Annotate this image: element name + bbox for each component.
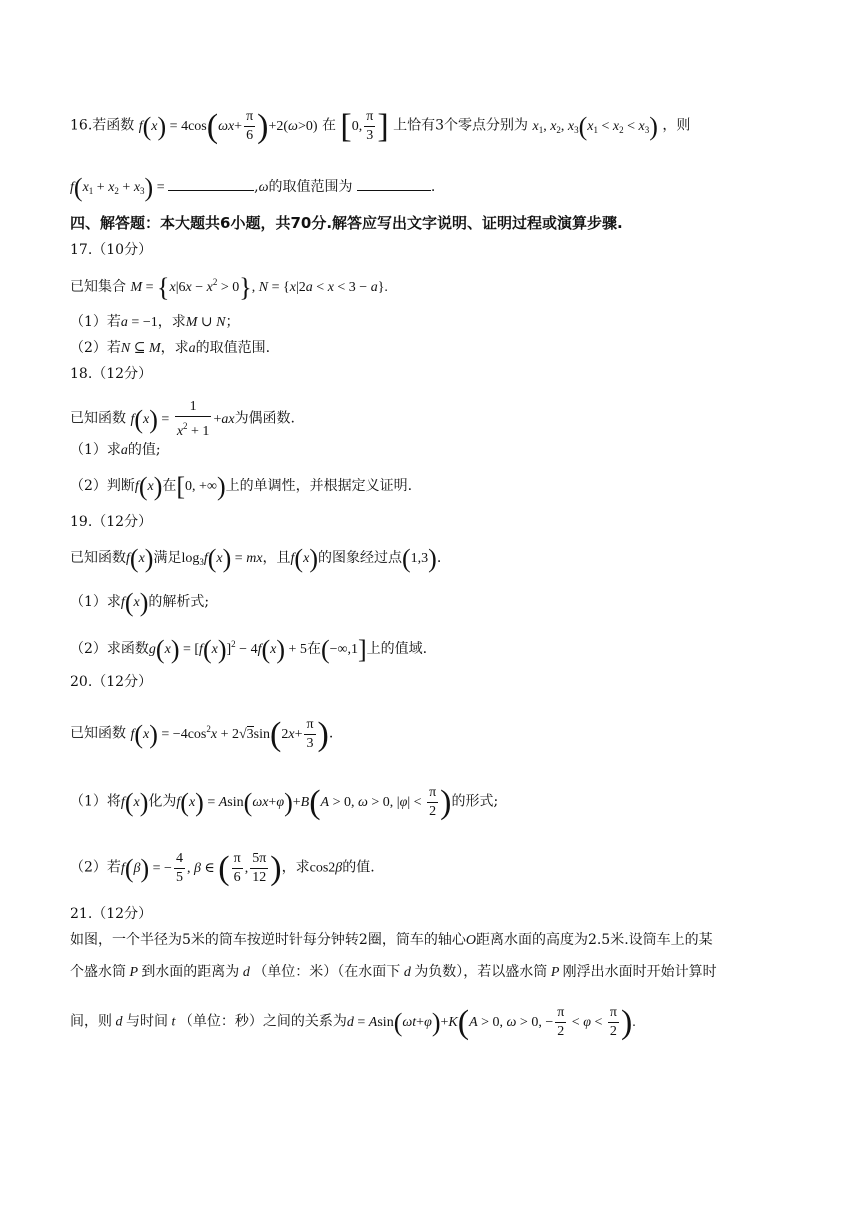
q18-intro: 已知函数 f(x) = $\frac{1}{x^2 + 1}$ +ax为偶函数. [70, 399, 296, 439]
q16-zeros: $x_1$, $x_2$, $x_3(x_1 < x_2 < x_3)$ [532, 111, 658, 141]
q16-line1 [70, 108, 690, 145]
q16-sum-expr: $f(x_1 + x_2 + x_3)$ = [70, 173, 169, 202]
q16-answer-tail: 的取值范围为 [268, 179, 353, 196]
q16-end: ，则 [662, 117, 691, 134]
section-heading: 四、解答题：本大题共6小题，共70分.解答应写出文字说明、证明过程或演算步骤. [70, 214, 623, 232]
q18-header: 18.（12分） [70, 366, 153, 382]
q16-prefix: 16.若函数 [70, 117, 135, 134]
q19-part2: （2）求函数$g(x) = [f(x)]^2 - 4f(x) + 5$在(−∞,1]上的值域. [70, 634, 428, 664]
q19-intro: 已知函数f(x)满足$\log_3f(x)$ = mx，且f(x)的图象经过点(1,3). [70, 544, 442, 573]
q16-interval: [0, $\frac{\pi}{3}$ ] [340, 107, 389, 145]
q20-function: $f(x) = -4\cos^2x + 2√3\sin(2x+$ $\frac{\pi}{3}$ ) [130, 715, 329, 753]
q17-sets: $M = \{x|6x - x^2 > 0\}$, N = {x|2a < x < 3 − a}. [130, 272, 388, 302]
q17-intro: 已知集合 $M = \{x|6x - x^2 > 0\}$, N = {x|2a < x < 3 − a}. [70, 272, 388, 302]
q19-header: 19.（12分） [70, 514, 153, 530]
q19-part1: （1）求f(x)的解析式; [70, 588, 210, 617]
q20-part2: （2）若f(β) = − $\frac{4}{5}$ , β ∈ ( $\frac{\pi}{6}$ , $\frac{5\pi}{12}$ )，求cos2β的值. [70, 849, 375, 887]
q21-line1: 如图，一个半径为5米的筒车按逆时针每分钟转2圈，筒车的轴心O距离水面的高度为2.5米.设筒车上的某 [70, 932, 713, 948]
q16-line2: $f(x_1 + x_2 + x_3) = ,\omega$的取值范围为 . [70, 173, 436, 202]
q16-tail: 上恰有3个零点分别为 [393, 117, 529, 134]
q16-mid: 在 [321, 117, 336, 134]
q18-part2: （2）判断f(x)在[0, +∞)上的单调性，并根据定义证明. [70, 472, 413, 501]
q17-part2: （2）若N ⊆ M，求a的取值范围. [70, 340, 271, 356]
q21-line3: 间，则 d 与时间 t （单位：秒）之间的关系为d = Asin(ωt+φ)+K(A > 0, ω > 0, − $\frac{\pi}{2}$ < φ < $\frac{\pi}{2}$ ). [70, 1003, 636, 1041]
q17-part1: （1）若a = −1，求M ∪ N； [70, 314, 240, 330]
q16-blank-2[interactable] [357, 176, 431, 191]
q21-header: 21.（12分） [70, 906, 153, 922]
q21-line2: 个盛水筒 P 到水面的距离为 d （单位：米）（在水面下 d 为负数），若以盛水筒 P 刚浮出水面时开始计算时 [70, 964, 717, 980]
q17-header: 17.（10分） [70, 242, 153, 258]
q16-blank-1[interactable] [168, 176, 254, 191]
q20-part1: （1）将f(x)化为f(x) = Asin(ωx+φ)+B(A > 0, ω > 0, |φ| < $\frac{\pi}{2}$ )的形式; [70, 783, 499, 821]
q16-function: f(x) = 4cos(ωx+ $\frac{\pi}{6}$ )+2(ω>0) [138, 107, 318, 145]
q18-function: f(x) = $\frac{1}{x^2 + 1}$ +ax [130, 399, 235, 439]
q20-header: 20.（12分） [70, 674, 153, 690]
q18-part1: （1）求a的值; [70, 442, 161, 458]
q20-intro: 已知函数 $f(x) = -4\cos^2x + 2√3\sin(2x+$ $\frac{\pi}{3}$ ). [70, 715, 334, 753]
